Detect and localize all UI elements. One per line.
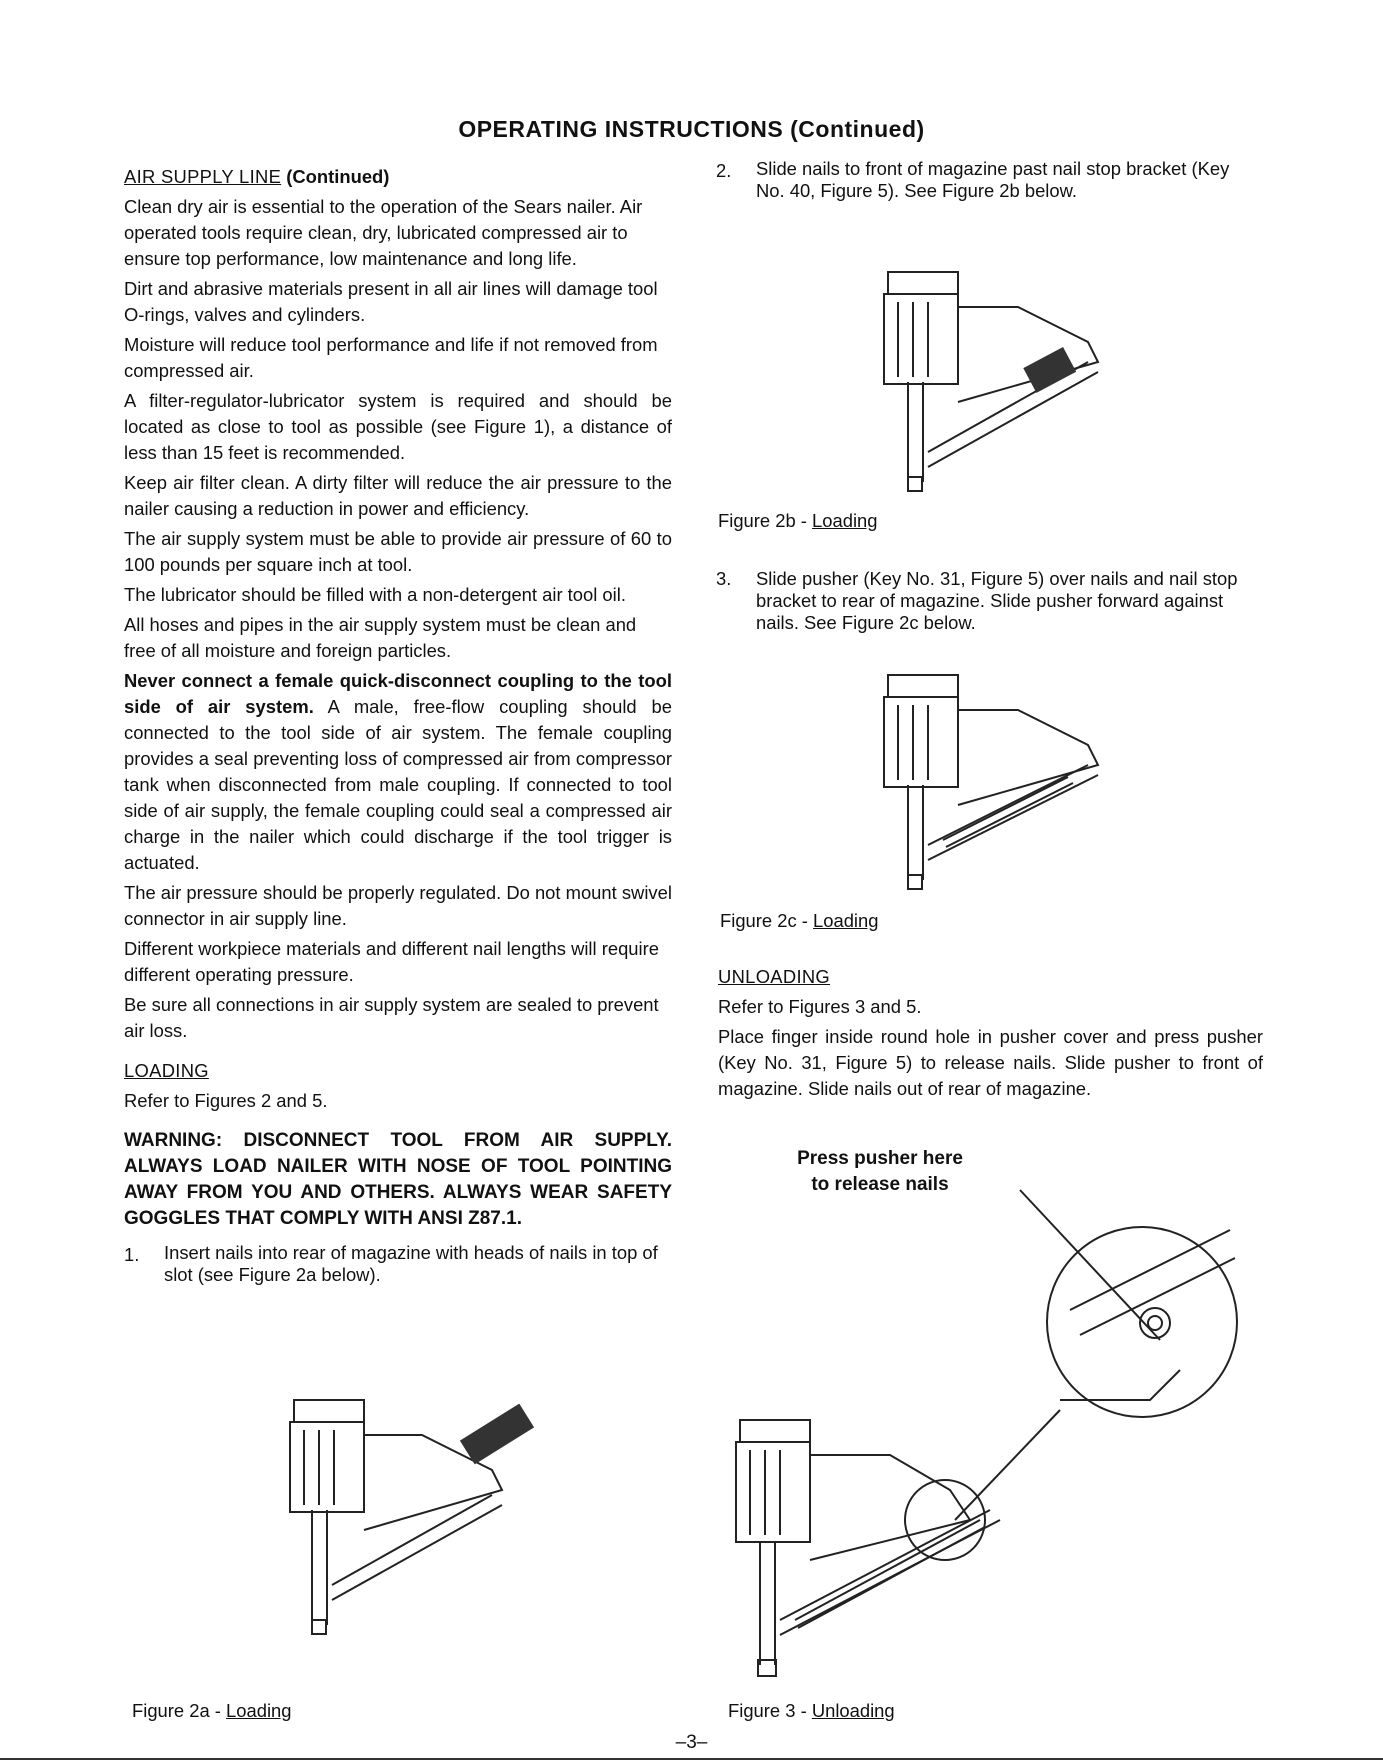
- nailer-illustration-2b: [868, 262, 1108, 502]
- air-supply-heading-suffix: (Continued): [281, 166, 390, 187]
- loading-step: [124, 1242, 672, 1286]
- unloading-heading: [718, 964, 1263, 990]
- left-column: [124, 164, 672, 1286]
- unloading-section: [718, 964, 1263, 1106]
- unloading-refer: Refer to Figures 3 and 5.: [718, 996, 922, 1017]
- air-supply-paragraph: The air pressure should be properly regulated. Do not mount swivel connector in air supply line.: [124, 882, 672, 929]
- caption-label: Loading: [226, 1700, 292, 1721]
- loading-step: [716, 158, 1261, 202]
- coupling-warning-rest: A male, free-flow coupling should be connected to the tool side of air system. The female coupling provides a seal preventing loss of compressed air from compressor tank when disconnected from male coupling. If connected to tool side of air supply, the female coupling could seal a compressed air charge in the nailer which could discharge if the tool trigger is actuated.: [124, 696, 672, 873]
- page-number: –3–: [675, 1732, 708, 1753]
- air-supply-paragraph: Clean dry air is essential to the operation of the Sears nailer. Air operated tools require clean, dry, lubricated compressed air to ensure top performance, low maintenance and long life.: [124, 196, 643, 269]
- step-number: 1.: [124, 1244, 140, 1265]
- air-supply-paragraph: Keep air filter clean. A dirty filter will reduce the air pressure to the nailer causing a reduction in power and efficiency.: [124, 472, 672, 519]
- loading-heading: [124, 1058, 672, 1084]
- step-3-block: [716, 568, 1261, 634]
- step-number: 2.: [716, 160, 732, 181]
- step-text: Slide nails to front of magazine past nail stop bracket (Key No. 40, Figure 5). See Figure 2b below.: [756, 158, 1230, 201]
- air-supply-paragraph: Different workpiece materials and different nail lengths will require different operating pressure.: [124, 938, 659, 985]
- air-supply-paragraph: Be sure all connections in air supply system are sealed to prevent air loss.: [124, 994, 659, 1041]
- callout-line: to release nails: [811, 1174, 949, 1195]
- air-supply-paragraph: The air supply system must be able to provide air pressure of 60 to 100 pounds per square inch at tool.: [124, 528, 672, 575]
- caption-prefix: Figure 2b -: [718, 510, 813, 531]
- page-title: OPERATING INSTRUCTIONS (Continued): [458, 116, 925, 142]
- air-supply-paragraph: A filter-regulator-lubricator system is required and should be located as close to tool as possible (see Figure 1), a distance of less than 15 feet is recommended.: [124, 390, 672, 463]
- loading-heading-text: LOADING: [124, 1060, 209, 1081]
- air-supply-heading: [124, 164, 672, 190]
- caption-prefix: Figure 2c -: [720, 910, 814, 931]
- bottom-rule: [0, 1758, 1383, 1760]
- air-supply-paragraph: All hoses and pipes in the air supply system must be clean and free of all moisture and foreign particles.: [124, 614, 637, 661]
- coupling-warning-lead: Never connect a female quick-disconnect coupling to the tool side of air system.: [124, 670, 672, 717]
- figure-2a-caption: [132, 1700, 292, 1722]
- coupling-paragraph: [124, 668, 672, 876]
- figure-3-caption: [728, 1700, 895, 1722]
- step-number: 3.: [716, 568, 732, 589]
- caption-prefix: Figure 3 -: [728, 1700, 812, 1721]
- step-text: Slide pusher (Key No. 31, Figure 5) over nails and nail stop bracket to rear of magazine. Slide pusher forward against nails. See Figure 2c below.: [756, 568, 1238, 633]
- caption-label: Unloading: [811, 1700, 895, 1721]
- figure-2c-caption: [720, 910, 878, 932]
- unloading-text: Place finger inside round hole in pusher cover and press pusher (Key No. 31, Figure 5) to release nails. Slide pusher to front of magazine. Slide nails out of rear of magazine.: [718, 1026, 1263, 1099]
- caption-label: Loading: [812, 510, 878, 531]
- callout-line: Press pusher here: [797, 1148, 963, 1169]
- right-column: [716, 158, 1261, 202]
- air-supply-paragraph: Dirt and abrasive materials present in all air lines will damage tool O-rings, valves and cylinders.: [124, 278, 658, 325]
- nailer-illustration-2c: [868, 665, 1108, 895]
- air-supply-paragraph: The lubricator should be filled with a non-detergent air tool oil.: [124, 584, 626, 605]
- loading-warning: WARNING: DISCONNECT TOOL FROM AIR SUPPLY. ALWAYS LOAD NAILER WITH NOSE OF TOOL POINTING AWAY FROM YOU AND OTHERS. ALWAYS WEAR SAFETY GOGGLES THAT COMPLY WITH ANSI Z87.1.: [124, 1130, 672, 1229]
- caption-prefix: Figure 2a -: [132, 1700, 227, 1721]
- nailer-illustration-2a: [282, 1390, 582, 1640]
- air-supply-heading-text: AIR SUPPLY LINE: [124, 166, 282, 187]
- unloading-heading-text: UNLOADING: [718, 966, 831, 987]
- caption-label: Loading: [813, 910, 879, 931]
- loading-step: [716, 568, 1261, 634]
- figure-2b-caption: [718, 510, 878, 532]
- step-text: Insert nails into rear of magazine with heads of nails in top of slot (see Figure 2a below).: [164, 1242, 658, 1285]
- loading-refer: Refer to Figures 2 and 5.: [124, 1090, 328, 1111]
- air-supply-paragraph: Moisture will reduce tool performance and life if not removed from compressed air.: [124, 334, 658, 381]
- nailer-illustration-3: [730, 1190, 1250, 1690]
